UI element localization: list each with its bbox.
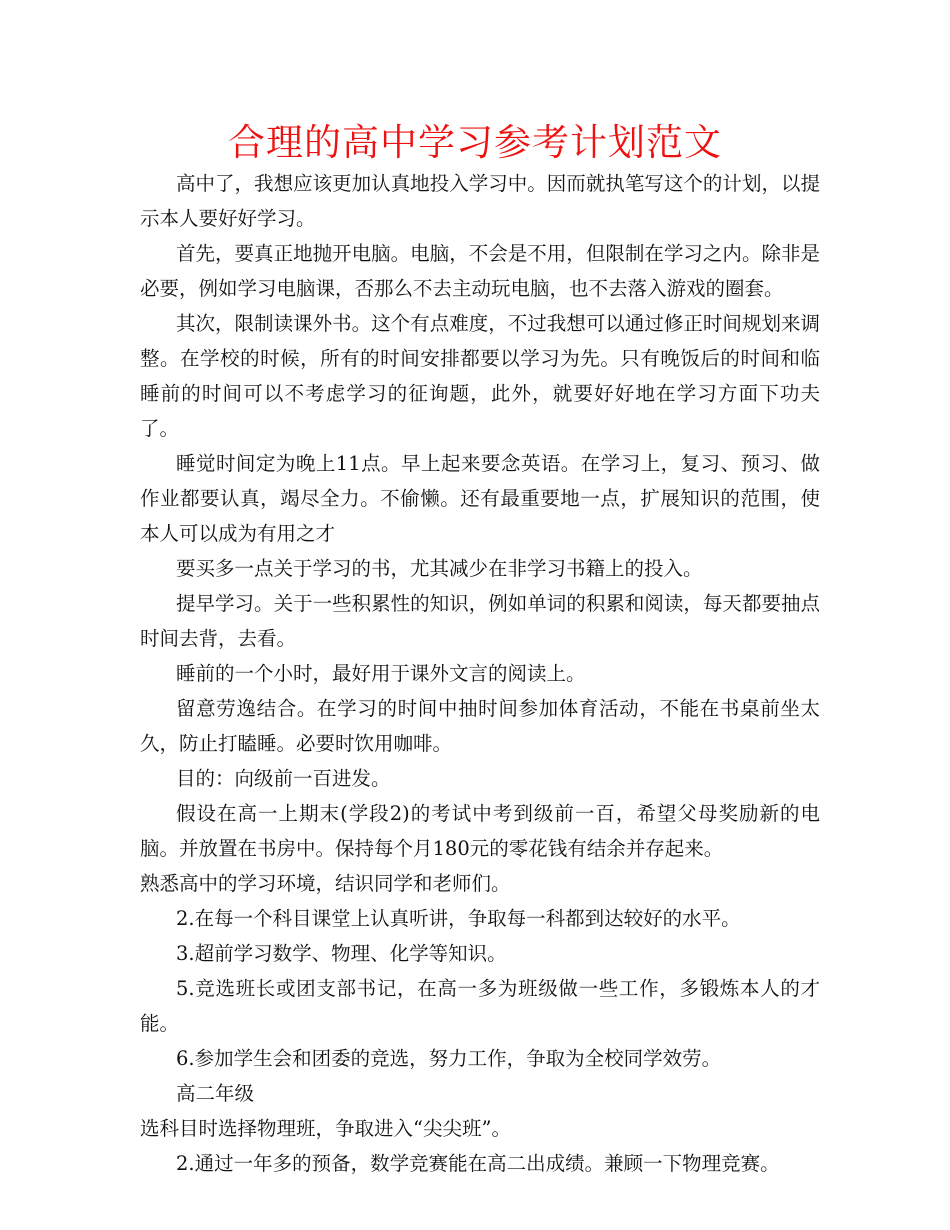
paragraph-books: 要买多一点关于学习的书，尤其减少在非学习书籍上的投入。 — [176, 557, 703, 580]
list-item-3: 3.超前学习数学、物理、化学等知识。 — [176, 942, 507, 965]
paragraph-balance: 留意劳逸结合。在学习的时间中抽时间参加体育活动，不能在书桌前坐太久，防止打瞌睡。必要时饮用咖啡。 — [140, 697, 820, 755]
paragraph-intro: 高中了，我想应该更加认真地投入学习中。因而就执笔写这个的计划，以提示本人要好好学习。 — [140, 172, 820, 230]
section-heading-grade-two: 高二年级 — [176, 1082, 255, 1105]
paragraph-goal: 目的：向级前一百进发。 — [176, 767, 391, 790]
paragraph-subject-choice: 选科目时选择物理班，争取进入“尖尖班”。 — [140, 1117, 511, 1140]
paragraph-computer: 首先，要真正地抛开电脑。电脑，不会是不用，但限制在学习之内。除非是必要，例如学习电脑课，否那么不去主动玩电脑，也不去落入游戏的圈套。 — [140, 242, 820, 300]
paragraph-reading: 其次，限制读课外书。这个有点难度，不过我想可以通过修正时间规划来调整。在学校的时候，所有的时间安排都要以学习为先。只有晚饭后的时间和临睡前的时间可以不考虑学习的征询题，此外，就要好好地在学习方面下功夫了。 — [140, 312, 820, 440]
list-item-2: 2.在每一个科目课堂上认真听讲，争取每一科都到达较好的水平。 — [176, 907, 741, 930]
paragraph-sleep: 睡觉时间定为晚上11点。早上起来要念英语。在学习上，复习、预习、做作业都要认真，竭尽全力。不偷懒。还有最重要地一点，扩展知识的范围，使本人可以成为有用之才 — [140, 452, 820, 545]
paragraph-early-study: 提早学习。关于一些积累性的知识，例如单词的积累和阅读，每天都要抽点时间去背，去看。 — [140, 592, 820, 650]
document-title: 合理的高中学习参考计划范文 — [228, 121, 722, 164]
paragraph-environment: 熟悉高中的学习环境，结识同学和老师们。 — [140, 872, 511, 895]
paragraph-reward: 假设在高一上期末(学段2)的考试中考到级前一百，希望父母奖励新的电脑。并放置在书房中。保持每个月180元的零花钱有结余并存起来。 — [140, 802, 820, 860]
document-body — [140, 166, 820, 1181]
list-item-5: 5.竞选班长或团支部书记，在高一多为班级做一些工作，多锻炼本人的才能。 — [140, 977, 820, 1035]
list-item-6: 6.参加学生会和团委的竞选，努力工作，争取为全校同学效劳。 — [176, 1047, 722, 1070]
paragraph-before-bed: 睡前的一个小时，最好用于课外文言的阅读上。 — [176, 662, 586, 685]
list-item-2-grade-two: 2.通过一年多的预备，数学竞赛能在高二出成绩。兼顾一下物理竞赛。 — [176, 1152, 780, 1175]
